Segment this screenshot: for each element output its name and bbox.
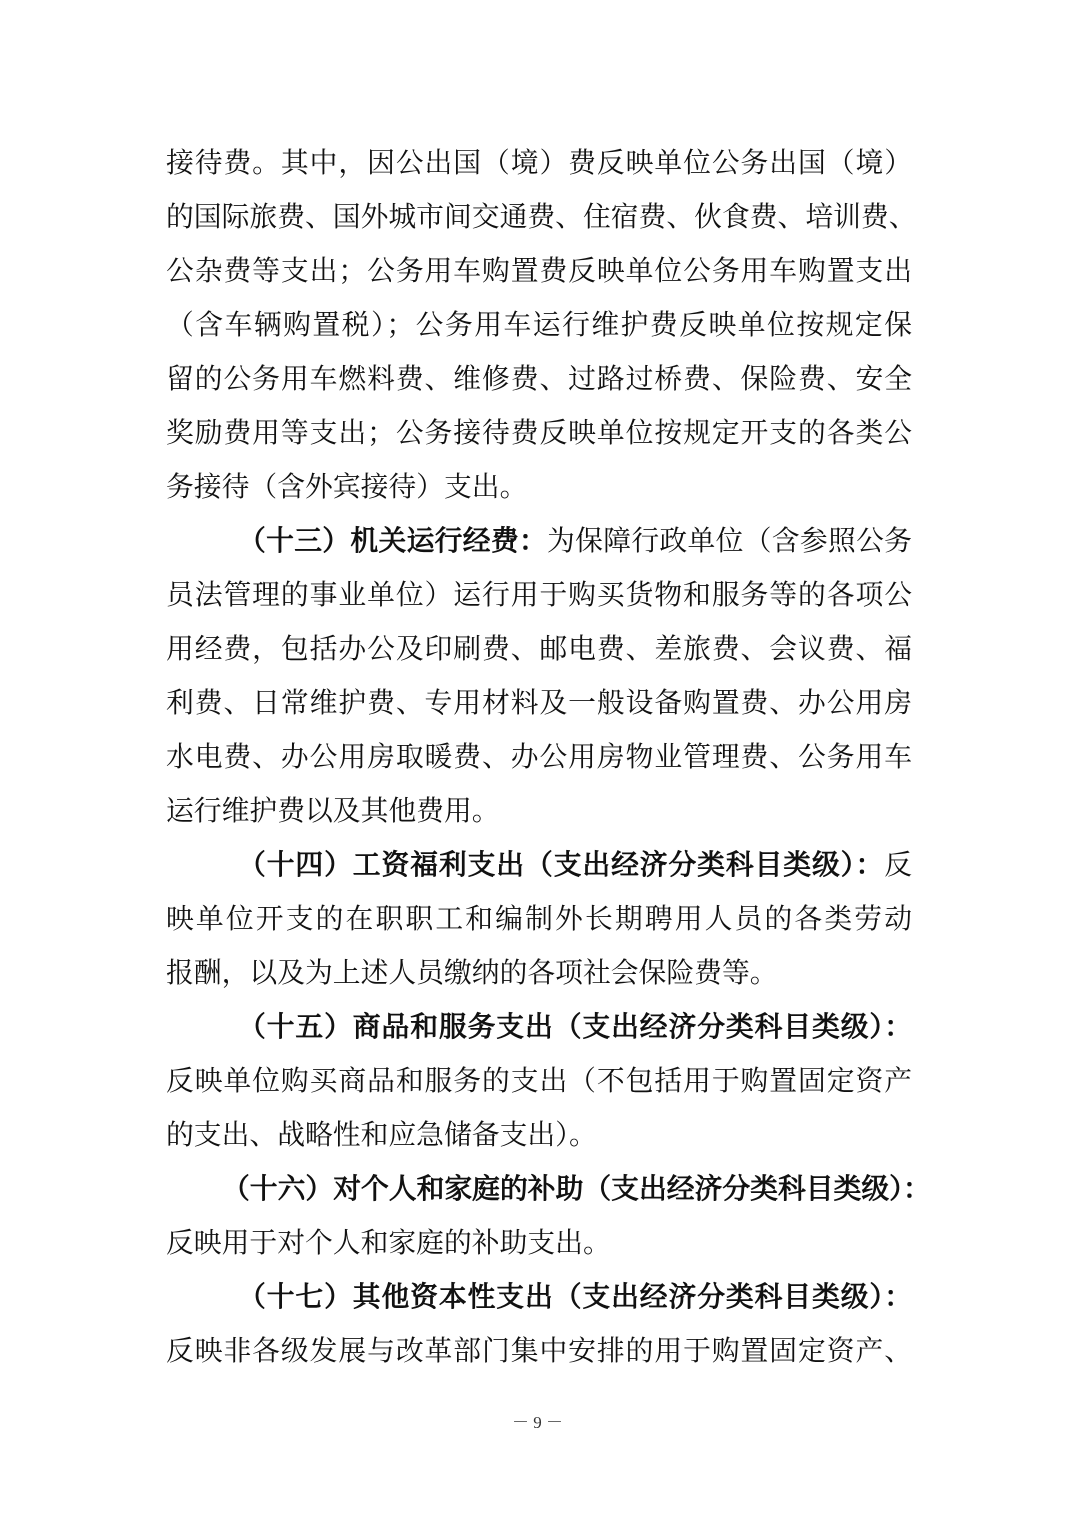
text-line: 反映用于对个人和家庭的补助支出。 [166, 1226, 611, 1259]
paragraph-text: 为保障行政单位（含参照公务 [547, 524, 912, 557]
paragraph-first-line [238, 522, 912, 560]
text-line: 奖励费用等支出；公务接待费反映单位按规定开支的各类公 [166, 416, 912, 449]
text-line: 接待费。其中，因公出国（境）费反映单位公务出国（境） [166, 146, 912, 179]
text-line: 利费、日常维护费、专用材料及一般设备购置费、办公用房 [166, 686, 912, 719]
text-line: （含车辆购置税）；公务用车运行维护费反映单位按规定保 [166, 308, 912, 341]
text-line: 的国际旅费、国外城市间交通费、住宿费、伙食费、培训费、 [166, 200, 917, 233]
paragraph-text: 反 [884, 848, 912, 881]
section-heading: （十三）机关运行经费： [238, 524, 548, 557]
text-line: 反映非各级发展与改革部门集中安排的用于购置固定资产、 [166, 1334, 912, 1367]
paragraph-first-line [238, 846, 912, 884]
text-line: 运行维护费以及其他费用。 [166, 794, 500, 827]
text-line: 用经费，包括办公及印刷费、邮电费、差旅费、会议费、福 [166, 632, 912, 665]
text-line: 反映单位购买商品和服务的支出（不包括用于购置固定资产 [166, 1064, 912, 1097]
page-number: － 9 － [512, 1413, 563, 1432]
text-line: 公杂费等支出；公务用车购置费反映单位公务用车购置支出 [166, 254, 912, 287]
section-heading: （十六）对个人和家庭的补助（支出经济分类科目类级）： [222, 1172, 931, 1205]
text-line: 报酬，以及为上述人员缴纳的各项社会保险费等。 [166, 956, 778, 989]
section-heading: （十五）商品和服务支出（支出经济分类科目类级）： [238, 1010, 912, 1043]
text-line: 水电费、办公用房取暖费、办公用房物业管理费、公务用车 [166, 740, 912, 773]
text-line: 留的公务用车燃料费、维修费、过路过桥费、保险费、安全 [166, 362, 912, 395]
section-heading: （十七）其他资本性支出（支出经济分类科目类级）： [238, 1280, 912, 1313]
text-line: 的支出、战略性和应急储备支出）。 [166, 1118, 597, 1151]
text-line: 务接待（含外宾接待）支出。 [166, 470, 528, 503]
text-line: 映单位开支的在职职工和编制外长期聘用人员的各类劳动 [166, 902, 912, 935]
section-heading: （十四）工资福利支出（支出经济分类科目类级）： [238, 848, 885, 881]
text-line: 员法管理的事业单位）运行用于购买货物和服务等的各项公 [166, 578, 912, 611]
